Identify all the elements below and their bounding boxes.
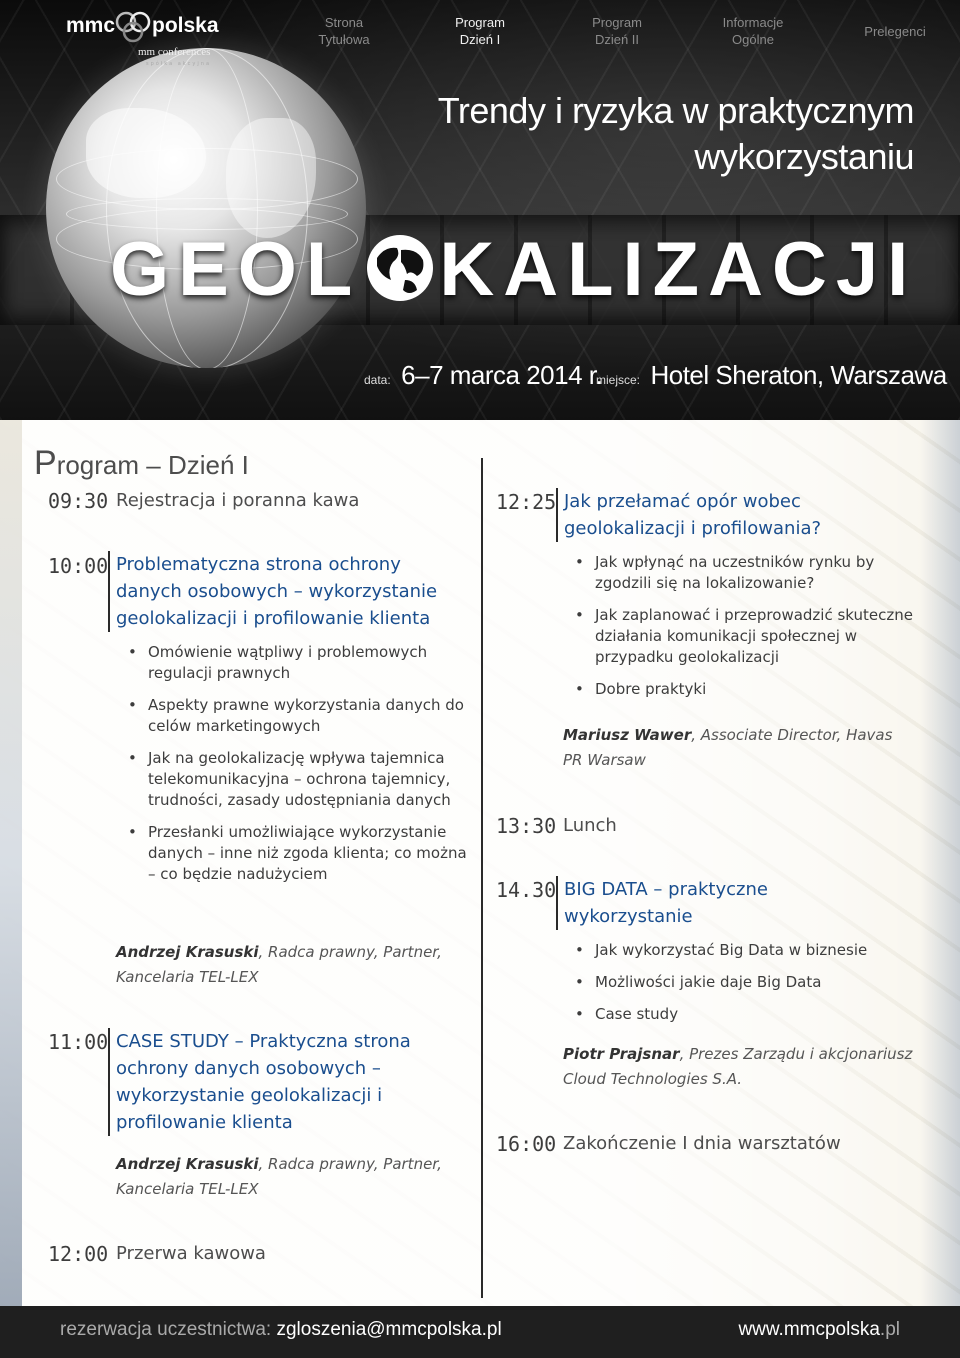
nav-item-line1: Strona [324, 15, 364, 30]
big-title-right: KALIZACJI [439, 227, 918, 312]
nav-item-line1: Program [592, 15, 642, 30]
speaker [116, 1152, 456, 1202]
list-item: • Aspekty prawne wykorzystania danych do celów marketingowych [116, 695, 476, 737]
reservation-label: rezerwacja uczestnictwa: [60, 1319, 272, 1340]
list-item: • Dobre praktyki [563, 679, 923, 700]
session-bullets [563, 940, 923, 1036]
session-title: CASE STUDY – Praktyczna strona ochrony danych osobowych – wykorzystanie geolokalizacji i profilowanie klienta [108, 1028, 466, 1136]
speaker-role: , Radca prawny, Partner, Kancelaria TEL-LEX [116, 943, 442, 986]
session-time: 10:00 [48, 554, 109, 578]
reservation-info [60, 1319, 502, 1341]
website-main: www.mmcpolska [738, 1319, 880, 1340]
session-bullets [563, 552, 923, 711]
speaker-name: Piotr Prajsnar [563, 1045, 680, 1063]
list-item: • Jak zaplanować i przeprowadzić skuteczne działania komunikacji społecznej w przypadku geolokalizacji [563, 605, 923, 668]
session-title: Zakończenie I dnia warsztatów [563, 1133, 841, 1154]
speaker-role: , Radca prawny, Partner, Kancelaria TEL-LEX [116, 1155, 442, 1198]
nav-item-informacje-ogolne[interactable] [708, 14, 798, 48]
nav-item-strona-tytulowa[interactable] [302, 14, 386, 48]
globe-icon [367, 235, 433, 301]
speaker-name: Andrzej Krasuski [116, 943, 259, 961]
list-item: • Omówienie wątpliwy i problemowych regulacji prawnych [116, 642, 476, 684]
session-time: 12:25 [496, 490, 557, 514]
event-title-line1: Trendy i ryzyka w praktycznym [437, 90, 914, 131]
session-time: 13:30 [496, 814, 557, 838]
logo-brand-left: mmc [66, 14, 116, 37]
logo-subtitle: mm conferences [138, 46, 211, 58]
big-title-geolokalizacji [110, 228, 917, 318]
program-heading-cap: P [34, 444, 57, 482]
list-item: • Case study [563, 1004, 923, 1025]
nav-item-line2: Dzień II [594, 32, 640, 47]
speaker-role: , Associate Director, Havas PR Warsaw [563, 726, 893, 769]
event-date [364, 360, 602, 391]
session-time: 16:00 [496, 1132, 557, 1156]
website-tld: .pl [879, 1319, 900, 1340]
reservation-email-link[interactable]: zgloszenia@mmcpolska.pl [276, 1319, 502, 1340]
speaker [563, 1042, 923, 1092]
big-title-left: GEOL [110, 227, 362, 312]
session-time: 12:00 [48, 1242, 109, 1266]
session-title: Jak przełamać opór wobec geolokalizacji i profilowania? [556, 488, 904, 542]
session-time: 14.30 [496, 878, 557, 902]
logo-company-type: spółka akcyjna [146, 61, 212, 67]
map-background-fade [920, 420, 960, 1306]
nav-item-line2: Tytułowa [318, 32, 370, 47]
list-item: • Jak wpłynąć na uczestników rynku by zgodzili się na lokalizowanie? [563, 552, 923, 594]
session-title: Rejestracja i poranna kawa [116, 490, 360, 511]
logo-rings-icon [114, 10, 154, 44]
footer [0, 1306, 960, 1358]
date-label: data: [364, 373, 391, 387]
list-item: • Przesłanki umożliwiające wykorzystanie danych – inne niż zgoda klienta; co można – co będzie nadużyciem [116, 822, 476, 885]
session-title: Problematyczna strona ochrony danych osobowych – wykorzystanie geolokalizacji i profilowanie klienta [108, 551, 472, 632]
logo-brand-right: polska [152, 14, 219, 37]
place-value: Hotel Sheraton, Warszawa [650, 360, 947, 390]
session-title: Lunch [563, 815, 617, 836]
program-heading [34, 444, 249, 483]
event-place [596, 360, 947, 391]
session-title: BIG DATA – praktyczne wykorzystanie [556, 876, 864, 930]
session-time: 09:30 [48, 489, 109, 513]
program-content [0, 420, 960, 1306]
map-background-strip [0, 420, 22, 1306]
speaker-name: Andrzej Krasuski [116, 1155, 259, 1173]
nav-item-program-dzien-2[interactable] [577, 14, 657, 48]
nav-item-line2: Ogólne [732, 32, 774, 47]
header-banner [0, 0, 960, 420]
nav-item-program-dzien-1[interactable] [440, 14, 520, 48]
list-item: • Możliwości jakie daje Big Data [563, 972, 923, 993]
nav-item-line1: Prelegenci [864, 24, 926, 39]
speaker [116, 940, 456, 990]
session-time: 11:00 [48, 1030, 109, 1054]
session-title: Przerwa kawowa [116, 1243, 266, 1264]
event-title-line2: wykorzystaniu [694, 136, 914, 177]
list-item: • Jak wykorzystać Big Data w biznesie [563, 940, 923, 961]
speaker-name: Mariusz Wawer [563, 726, 692, 744]
list-item: • Jak na geolokalizację wpływa tajemnica telekomunikacyjna – ochrona tajemnicy, trudności, zasady udostępniania danych [116, 748, 476, 811]
speaker-role: , Prezes Zarządu i akcjonariusz Cloud Technologies S.A. [563, 1045, 913, 1088]
mmc-polska-logo[interactable] [66, 10, 226, 65]
place-label: miejsce: [596, 373, 641, 387]
nav-item-line1: Program [455, 15, 505, 30]
nav-item-line2: Dzień I [459, 32, 501, 47]
program-heading-text: rogram – Dzień I [56, 450, 249, 480]
column-divider [481, 458, 483, 1298]
date-value: 6–7 marca 2014 r. [401, 360, 603, 390]
nav-item-prelegenci[interactable] [850, 23, 940, 40]
top-navigation [300, 14, 960, 54]
website-link[interactable] [738, 1319, 900, 1341]
event-title [314, 88, 914, 180]
speaker [563, 723, 903, 773]
nav-item-line1: Informacje [722, 15, 784, 30]
session-bullets [116, 642, 476, 896]
